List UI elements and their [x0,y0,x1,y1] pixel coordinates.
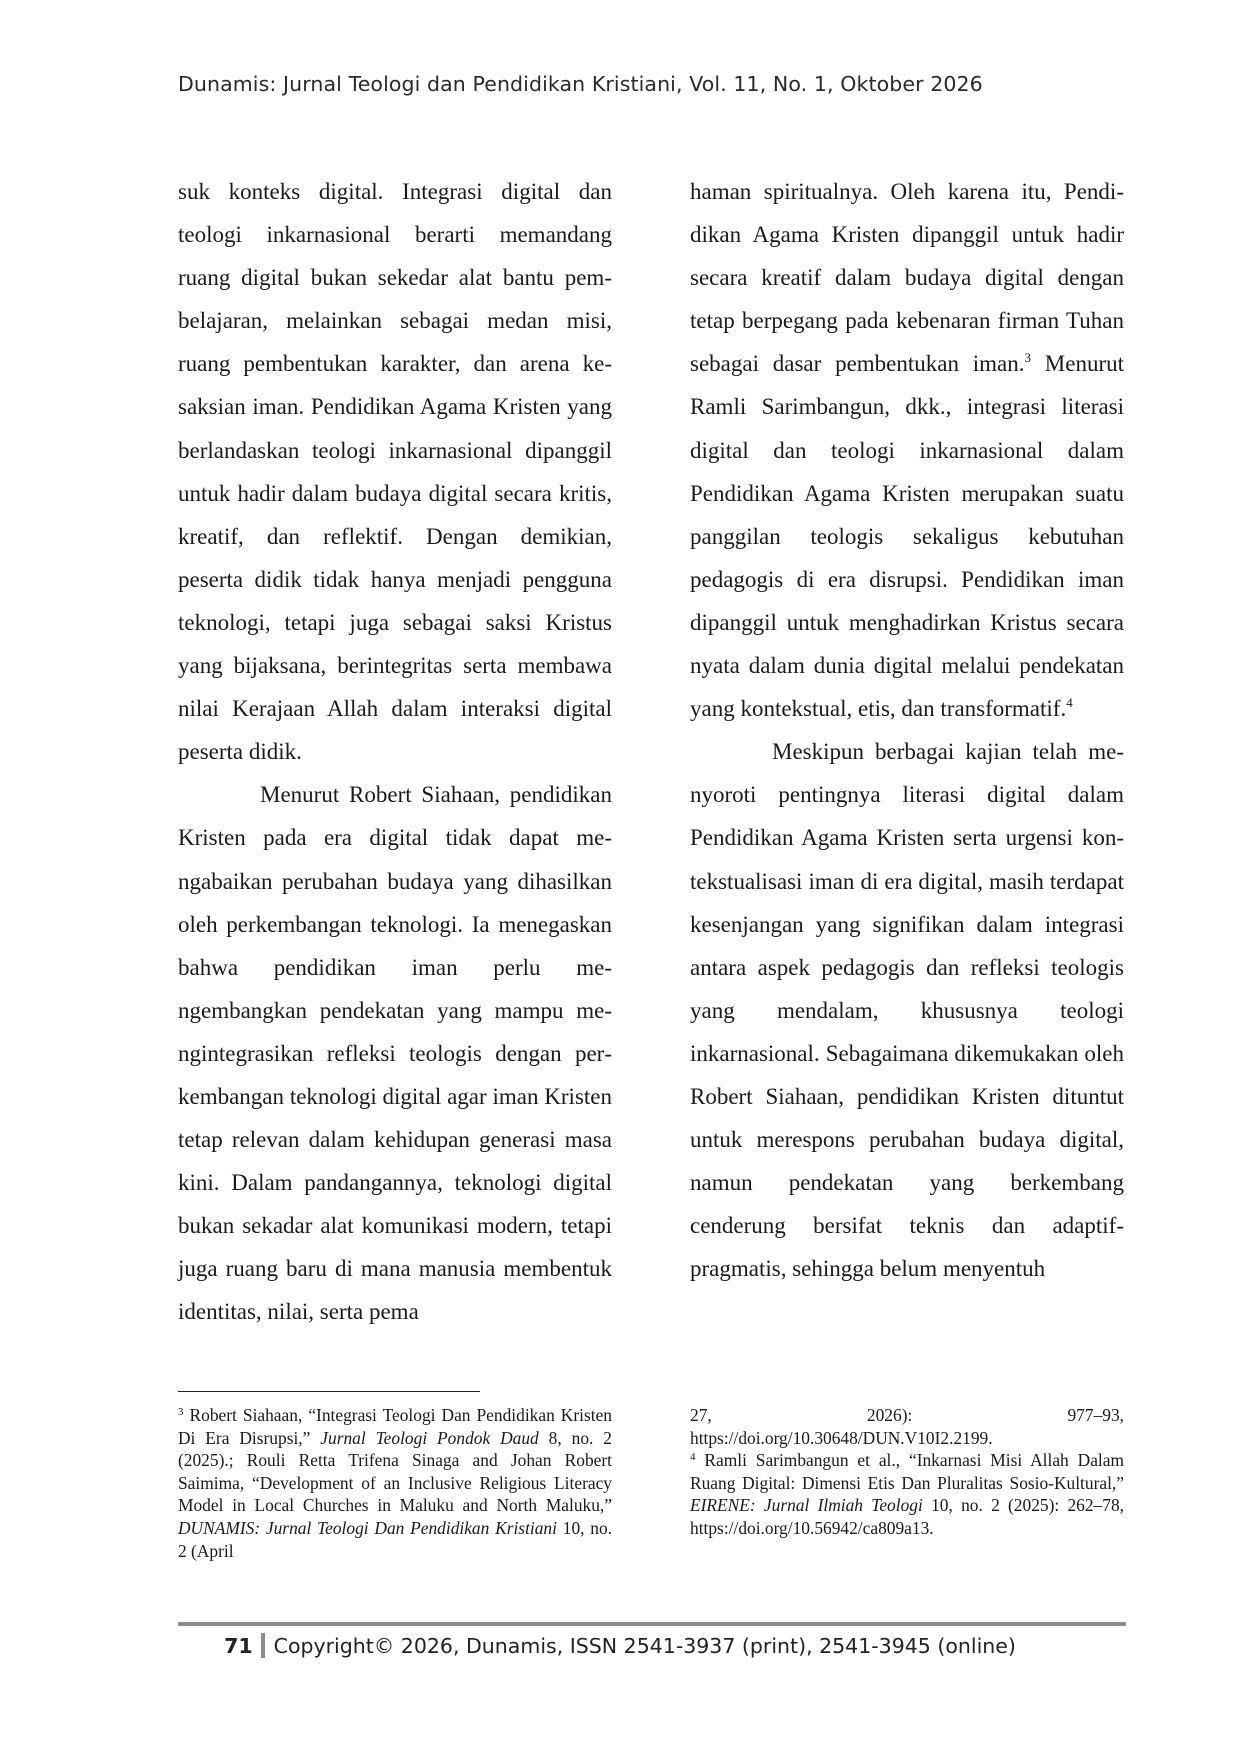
footer-rule [178,1622,1126,1626]
footnote-reference[interactable]: 4 [1066,695,1073,711]
footnotes-left [178,1404,612,1562]
page-number: 71 [224,1634,253,1658]
footnote-reference[interactable]: 3 [1024,350,1031,366]
footnote-number: 4 [690,1451,696,1464]
running-header: Dunamis: Jurnal Teologi dan Pendidikan Kristiani, Vol. 11, No. 1, Oktober 2026 [178,72,983,96]
footnote-text: 8, no. 2 (2025).; Rouli Retta Trifena Sinaga and Johan Robert Saimima, “Development of an Inclusive Religious Literacy Model in Local Churches in Maluku and North Maluku,” [178,1427,612,1516]
footnote-text: 10, no. 2 (April [178,1517,613,1561]
footnote-3 [178,1404,612,1562]
footer-divider [261,1633,265,1658]
body-paragraph: suk konteks digital. Integrasi digital dan teologi inkarnasional berarti memandang ruang digital bukan sekedar alat bantu pembelajaran, melainkan sebagai medan misi, ruang pembentukan karakter, dan arena kesaksian iman. Pendidikan Agama Kristen yang berlandaskan teologi inkarnasional dipanggil untuk hadir dalam budaya digital secara kritis, kreatif, dan reflektif. Dengan demikian, peserta didik tidak hanya menjadi pengguna teknologi, tetapi juga sebagai saksi Kristus yang bijaksana, berintegritas serta membawa nilai Kerajaan Allah dalam interaksi digital peserta didik. [178,179,612,765]
body-text: haman spiritualnya. Oleh karena itu, Pendidikan Agama Kristen dipanggil untuk hadir secara kreatif dalam budaya digital dengan tetap berpegang pada kebenaran firman Tuhan sebagai dasar pembentukan iman. [690,179,1124,377]
page-footer [0,1633,1240,1658]
footnotes-right [690,1404,1124,1540]
footnote-4 [690,1449,1124,1539]
copyright-notice: Copyright© 2026, Dunamis, ISSN 2541-3937 (print), 2541-3945 (online) [273,1634,1016,1658]
footnote-3-continued: 27, 2026): 977–93, https://doi.org/10.30648/DUN.V10I2.2199. [690,1405,1124,1448]
footnote-journal-title: Jurnal Teologi Pondok Daud [320,1427,539,1448]
footnote-text: 10, no. 2 (2025): 262–78, https://doi.org/10.56942/ca809a13. [690,1495,1124,1538]
footnote-text: Ramli Sarimbangun et al., “Inkarnasi Misi Allah Dalam Ruang Digital: Dimensi Etis Dan Pluralitas Sosio-Kultural,” [690,1450,1124,1493]
footnote-text: Robert Siahaan, “Integrasi Teologi Dan Pendidikan Kristen Di Era Disrupsi,” [178,1405,612,1448]
left-column [178,170,612,1334]
body-text: Menurut Ramli Sarimbangun, dkk., integrasi literasi digital dan teologi inkarnasional dalam Pendidikan Agama Kristen merupakan suatu panggilan teologis sekaligus kebutuhan pedagogis di era disrupsi. Pendidikan iman dipanggil untuk menghadirkan Kristus secara nyata dalam dunia digital melalui pendekatan yang kontekstual, etis, dan transformatif. [690,351,1124,722]
body-paragraph [690,170,1124,730]
footnote-journal-title: EIRENE: Jurnal Ilmiah Teologi [690,1495,923,1516]
footnote-number: 3 [178,1406,184,1418]
body-paragraph: Meskipun berbagai kajian telah menyoroti pentingnya literasi digital dalam Pendidikan Agama Kristen serta urgensi kontekstualisasi iman di era digital, masih terdapat kesenjangan yang signifikan dalam integrasi antara aspek pedagogis dan refleksi teologis yang mendalam, khususnya teologi inkarnasional. Sebagaimana dikemukakan oleh Robert Siahaan, pendidikan Kristen dituntut untuk merespons perubahan budaya digital, namun pendekatan yang berkembang cenderung bersifat teknis dan adaptif-pragmatis, sehingga belum menyentuh [690,739,1124,1282]
body-paragraph: Menurut Robert Siahaan, pendidikan Kristen pada era digital tidak dapat mengabaikan perubahan budaya yang dihasilkan oleh perkembangan teknologi. Ia menegaskan bahwa pendidikan iman perlu mengembangkan pendekatan yang mampu mengintegrasikan refleksi teologis dengan perkembangan teknologi digital agar iman Kristen tetap relevan dalam kehidupan generasi masa kini. Dalam pandangannya, teknologi digital bukan sekadar alat komunikasi modern, tetapi juga ruang baru di mana manusia membentuk identitas, nilai, serta pema [178,782,612,1325]
footnote-journal-title: DUNAMIS: Jurnal Teologi Dan Pendidikan Kristiani [178,1517,557,1538]
right-column [690,170,1124,1290]
footnote-separator [178,1391,480,1392]
